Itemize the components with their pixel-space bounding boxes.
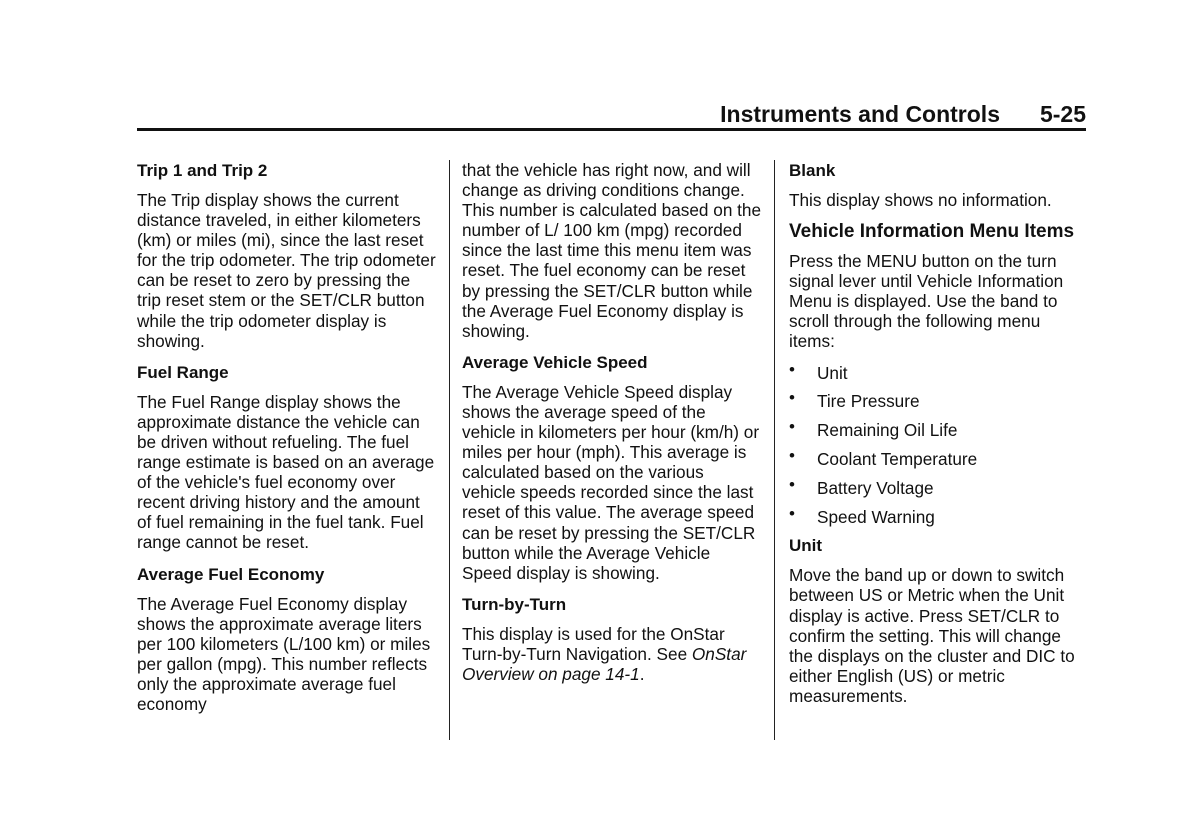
bullet-icon: • (789, 503, 795, 523)
trip-body: The Trip display shows the current distance traveled, in either kilometers (km) or miles (mi), since the last reset for the trip odometer. The trip odometer can be reset to zero by pressing the trip reset stem or the SET/CLR button while the trip odometer display is showing. (137, 190, 436, 351)
vehicle-info-menu-heading: Vehicle Information Menu Items (789, 221, 1075, 243)
menu-item-label: Coolant Temperature (817, 448, 978, 469)
trip-heading: Trip 1 and Trip 2 (137, 161, 268, 180)
avg-speed-heading: Average Vehicle Speed (462, 352, 648, 372)
turn-by-turn-text: This display is used for the OnStar Turn-by-Turn Navigation. See (462, 623, 725, 664)
column-2 (462, 160, 762, 695)
fuel-range-body: The Fuel Range display shows the approximate distance the vehicle can be driven without refueling. The fuel range estimate is based on an average of the vehicle's fuel economy over recent driving history and the amount of fuel remaining in the fuel tank. Fuel range cannot be reset. (137, 391, 435, 553)
bullet-icon: • (789, 388, 795, 408)
menu-items-list (789, 359, 1089, 527)
list-item (789, 474, 1089, 498)
column-3 (789, 160, 1089, 717)
menu-item-label: Tire Pressure (817, 391, 920, 412)
section-title: Instruments and Controls (720, 101, 1000, 127)
bullet-icon: • (789, 445, 795, 465)
vehicle-info-menu-body: Press the MENU button on the turn signal lever until Vehicle Information Menu is displayed. Use the band to scroll through the following menu items: (789, 251, 1064, 352)
menu-item-label: Battery Voltage (817, 477, 934, 498)
avg-fuel-body: The Average Fuel Economy display shows the approximate average liters per 100 kilometers (L/100 km) or miles per gallon (mpg). This number reflects only the approximate average fuel economy (137, 593, 431, 714)
avg-fuel-heading: Average Fuel Economy (137, 564, 325, 584)
turn-by-turn-body (462, 624, 762, 684)
bullet-icon: • (789, 417, 795, 437)
list-item (789, 359, 1089, 383)
bullet-icon: • (789, 474, 795, 494)
list-item (789, 503, 1089, 527)
header-rule (137, 128, 1086, 131)
avg-speed-body: The Average Vehicle Speed display shows the average speed of the vehicle in kilometers per hour (km/h) or miles per hour (mph). This average is calculated based on the various vehicle speeds recorded since the last reset of this value. The average speed can be reset by pressing the SET/CLR button while the Average Vehicle Speed display is showing. (462, 381, 760, 583)
list-item (789, 445, 1089, 469)
blank-body: This display shows no information. (789, 190, 1052, 210)
onstar-reference-link[interactable]: OnStar Overview on page 14-1 (462, 643, 747, 684)
page-number: 5-25 (1039, 101, 1086, 127)
fuel-range-heading: Fuel Range (137, 362, 229, 382)
menu-item-label: Speed Warning (817, 506, 935, 527)
turn-by-turn-heading: Turn-by-Turn (462, 594, 567, 614)
list-item (789, 388, 1089, 412)
avg-fuel-continued: that the vehicle has right now, and will change as driving conditions change. This number is calculated based on the number of L/ 100 km (mpg) recorded since the last time this menu item was reset. The fuel economy can be reset by pressing the SET/CLR button while the Average Fuel Economy display is showing. (462, 160, 762, 341)
column-1 (137, 160, 437, 725)
unit-heading: Unit (789, 536, 823, 556)
page-header (137, 100, 1086, 126)
column-divider-2 (774, 160, 775, 740)
turn-by-turn-period: . (639, 663, 645, 684)
column-divider-1 (449, 160, 450, 740)
bullet-icon: • (789, 359, 795, 379)
unit-body: Move the band up or down to switch between US or Metric when the Unit display is active. Press SET/CLR to confirm the setting. This will change the displays on the cluster and DIC to either English (US) or metric measurements. (789, 565, 1075, 706)
list-item (789, 417, 1089, 441)
blank-heading: Blank (789, 161, 836, 180)
menu-item-label: Unit (817, 362, 848, 383)
menu-item-label: Remaining Oil Life (817, 420, 958, 441)
